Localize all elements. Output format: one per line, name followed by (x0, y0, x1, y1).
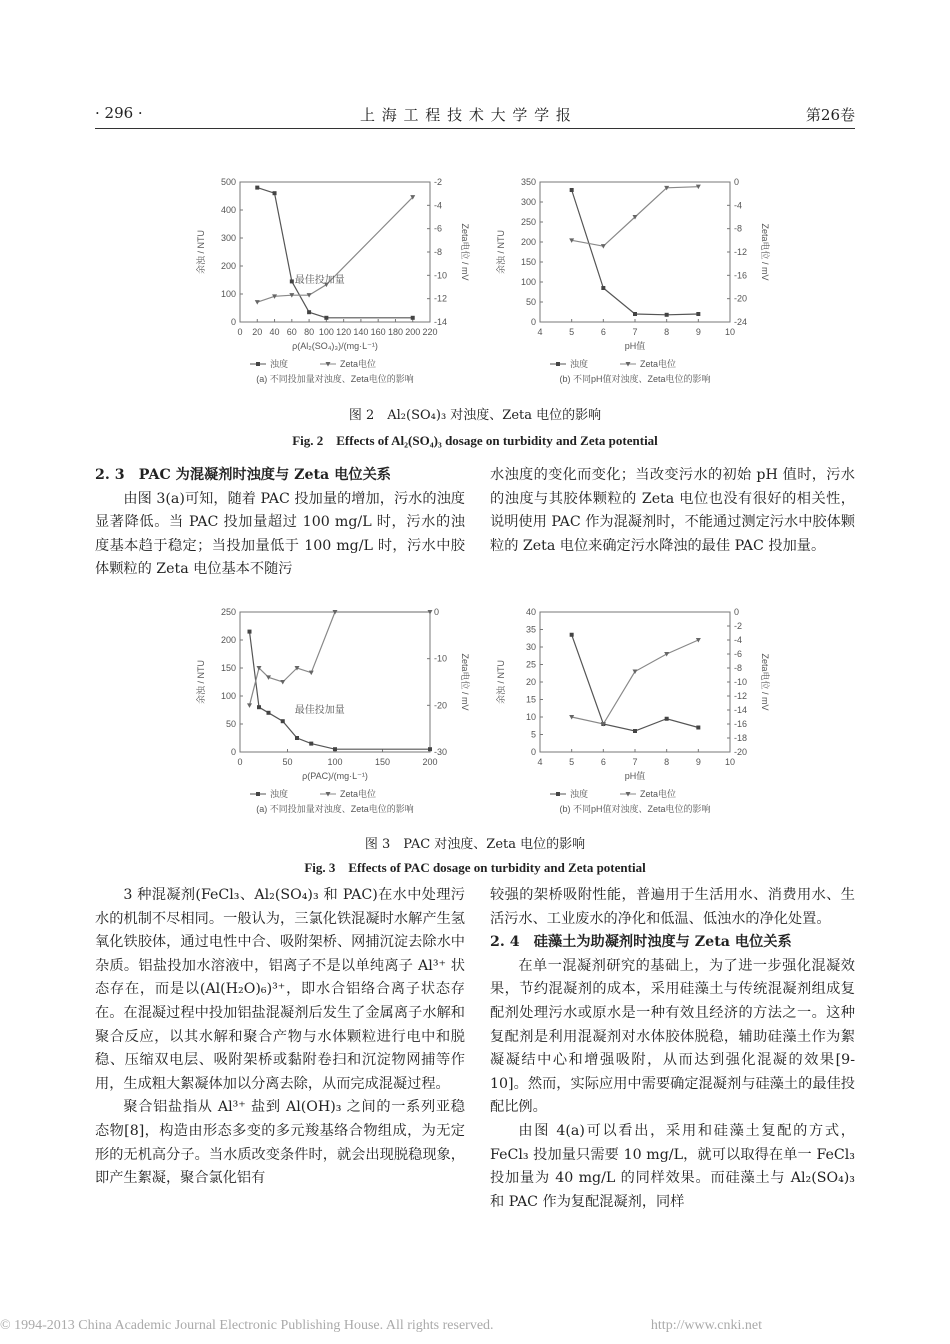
section-2-3-paragraph-cont: 水浊度的变化而变化；当改变污水的初始 pH 值时，污水的浊度与其胶体颗粒的 Zeta 电位也没有很好的相关性，说明使用 PAC 作为混凝剂时，不能通过测定污水中胶体颗粒的 Zeta 电位来确定污水降浊的最佳 PAC 投加量。 (490, 467, 855, 554)
y-tick-label: 150 (520, 257, 536, 267)
x-tick-label: 0 (237, 327, 243, 337)
paragraph-pac-cont: 较强的架桥吸附性能，普遍用于生活用水、消费用水、生活污水、工业废水的净化和低温、低浊水的净化处置。 (490, 887, 855, 927)
y2-tick-label: -4 (434, 200, 443, 211)
figure-3-caption-cn: 图 3 PAC 对浊度、Zeta 电位的影响 (364, 837, 586, 852)
x-tick-label: 40 (269, 327, 280, 337)
y-tick-label: 300 (520, 197, 536, 207)
legend-zeta-label: Zeta电位 (640, 789, 677, 799)
turbidity-point (411, 316, 415, 320)
y2-tick-label: -20 (734, 293, 748, 304)
y2-tick-label: 0 (734, 607, 740, 617)
y-tick-label: 0 (530, 317, 536, 327)
y2-axis-label: Zeta电位 / mV (760, 223, 770, 281)
y-axis-label: 余浊 / NTU (196, 230, 206, 274)
chart-2b (490, 170, 780, 402)
y2-tick-label: -6 (434, 223, 443, 234)
legend-turbidity-marker (256, 792, 260, 796)
y-tick-label: 200 (220, 635, 236, 645)
x-tick-label: 20 (252, 327, 263, 337)
subcaption: (b) 不同pH值对浊度、Zeta电位的影响 (559, 374, 711, 384)
figure-2a (190, 170, 480, 406)
y-tick-label: 100 (220, 289, 236, 299)
y-tick-label: 25 (525, 659, 536, 670)
x-tick-label: 80 (304, 327, 315, 337)
x-axis-label: pH值 (624, 771, 646, 781)
x-tick-label: 220 (422, 327, 438, 337)
y2-tick-label: -4 (734, 635, 743, 645)
y-tick-label: 30 (525, 642, 536, 652)
x-tick-label: 9 (695, 757, 701, 767)
y-tick-label: 350 (520, 177, 536, 187)
y2-tick-label: -4 (734, 200, 743, 211)
subcaption: (a) 不同投加量对浊度、Zeta电位的影响 (256, 804, 414, 814)
section-2-4-title: 2. 4 硅藻土为助凝剂时浊度与 Zeta 电位关系 (490, 934, 792, 951)
turbidity-point (290, 279, 294, 283)
y-tick-label: 50 (225, 719, 236, 729)
figure-2-caption-cn: 图 2 Al₂(SO₄)₃ 对浊度、Zeta 电位的影响 (348, 408, 602, 423)
x-tick-label: 150 (374, 757, 391, 767)
turbidity-point (281, 719, 285, 723)
lower-left-column (95, 884, 465, 1191)
turbidity-point (307, 310, 311, 314)
y2-tick-label: -10 (734, 677, 748, 687)
x-tick-label: 4 (537, 327, 543, 337)
paragraph-coagulant-mechanism: 3 种混凝剂(FeCl₃、Al₂(SO₄)₃ 和 PAC)在水中处理污水的机制不尽相同。一般认为，三氯化铁混凝时水解产生氢氧化铁胶体，通过电性中合、吸附架桥、网捕沉淀去除水中杂质。铝盐投加水溶液中，铝离子不是以单纯离子 Al³⁺ 状态存在，而是以(Al(H₂O)₆)³⁺，即水合铝络合离子状态存在。在混凝过程中投加铝盐混凝剂后发生了金属离子水解和聚合反应，以其水解和聚合产物与水体颗粒进行电中和脱稳、压缩双电层、吸附架桥或黏附卷扫和沉淀物网捕等作用，生成粗大絮凝体加以分离去除，从而完成混凝过程。 (95, 887, 465, 1092)
zeta-line (572, 640, 699, 724)
y2-tick-label: -10 (434, 270, 448, 281)
x-tick-label: 8 (664, 757, 670, 767)
section-2-3-right (490, 464, 855, 558)
figure-2-caption-en: Fig. 2 Effects of Al₂(SO₄)₃ dosage on turbidity and Zeta potential (292, 433, 658, 448)
chart-2a (190, 170, 480, 402)
y2-axis-label: Zeta电位 / mV (460, 653, 470, 711)
section-2-3-paragraph: 由图 3(a)可知，随着 PAC 投加量的增加，污水的浊度显著降低。当 PAC 投加量超过 100 mg/L 时，污水的浊度基本趋于稳定；当投加量低于 100 mg/L 时，污水中胶体颗粒的 Zeta 电位基本不随污 (95, 490, 465, 578)
y-axis-label: 余浊 / NTU (196, 660, 206, 704)
x-tick-label: 120 (336, 327, 352, 337)
y2-tick-label: -20 (434, 700, 448, 711)
y2-tick-label: -2 (434, 177, 443, 187)
legend-zeta-label: Zeta电位 (640, 359, 677, 369)
y-tick-label: 20 (525, 677, 536, 687)
y2-tick-label: -14 (734, 705, 748, 715)
turbidity-line (250, 632, 431, 750)
legend-turbidity-label: 浊度 (570, 789, 589, 799)
y-tick-label: 40 (525, 607, 536, 617)
y2-tick-label: -8 (734, 663, 743, 673)
turbidity-line (572, 190, 699, 315)
y2-tick-label: -6 (734, 649, 743, 659)
subcaption: (b) 不同pH值对浊度、Zeta电位的影响 (559, 804, 711, 814)
turbidity-point (601, 286, 605, 290)
y2-tick-label: -2 (734, 621, 743, 631)
y2-tick-label: -12 (434, 293, 448, 304)
figure-3-caption-en: Fig. 3 Effects of PAC dosage on turbidity and Zeta potential (304, 860, 646, 875)
paragraph-diatomite: 在单一混凝剂研究的基础上，为了进一步强化混凝效果，节约混凝剂的成本，采用硅藻土与传统混凝剂组成复配剂处理污水或原水是一种有效且经济的方法之一。这种复配剂是利用混凝剂对水体胶体脱稳，辅助硅藻土作为絮凝凝结中心和增强吸附，从而达到强化混凝的效果[9-10]。然而，实际应用中需要确定混凝剂与硅藻土的最佳投配比例。 (490, 957, 855, 1116)
turbidity-point (267, 711, 271, 715)
figure-3b (490, 600, 780, 836)
y-tick-label: 100 (520, 277, 536, 287)
x-tick-label: 10 (724, 327, 736, 337)
x-tick-label: 140 (353, 327, 369, 337)
turbidity-point (255, 186, 259, 190)
legend-turbidity-label: 浊度 (270, 789, 289, 799)
volume-label: 第26卷 (805, 106, 855, 124)
y2-tick-label: -10 (434, 653, 448, 664)
y2-tick-label: -18 (734, 733, 748, 743)
legend-zeta-label: Zeta电位 (340, 359, 377, 369)
x-axis-label: ρ(PAC)/(mg·L⁻¹) (302, 771, 368, 781)
section-2-3-left (95, 464, 465, 582)
subcaption: (a) 不同投加量对浊度、Zeta电位的影响 (256, 374, 414, 384)
y2-tick-label: -30 (434, 747, 448, 757)
x-tick-label: 100 (327, 757, 343, 767)
y-tick-label: 5 (530, 729, 536, 740)
zeta-point (280, 680, 285, 685)
x-tick-label: 8 (664, 327, 670, 337)
legend-turbidity-label: 浊度 (270, 359, 289, 369)
x-tick-label: 10 (724, 757, 736, 767)
y2-tick-label: 0 (734, 177, 740, 187)
turbidity-point (665, 313, 669, 317)
y-axis-label: 余浊 / NTU (496, 660, 506, 704)
paragraph-figure-4: 由图 4(a)可以看出，采用和硅藻土复配的方式，FeCl₃ 投加量只需要 10 mg/L，就可以取得在单一 FeCl₃ 投加量为 40 mg/L 的同样效果。而硅藻土与 Al₂(SO₄)₃ 和 PAC 作为复配混凝剂，同样 (490, 1122, 855, 1210)
y2-tick-label: -14 (434, 317, 448, 327)
turbidity-line (572, 635, 699, 731)
y-tick-label: 250 (220, 607, 236, 617)
turbidity-point (295, 736, 299, 740)
zeta-line (250, 612, 431, 705)
y-tick-label: 500 (220, 177, 236, 187)
y-tick-label: 200 (520, 237, 536, 247)
legend-zeta-label: Zeta电位 (340, 789, 377, 799)
y2-tick-label: -12 (734, 247, 748, 257)
figure-2b (490, 170, 780, 406)
turbidity-point (665, 717, 669, 721)
copyright: © 1994-2013 China Academic Journal Electronic Publishing House. All rights reserved. (0, 1318, 494, 1333)
x-tick-label: 60 (286, 327, 297, 337)
x-tick-label: 5 (569, 327, 575, 337)
turbidity-point (309, 742, 313, 746)
turbidity-point (428, 747, 432, 751)
plot-frame (540, 182, 730, 322)
turbidity-line (257, 188, 412, 318)
y2-axis-label: Zeta电位 / mV (760, 653, 770, 711)
y-tick-label: 200 (220, 261, 236, 271)
y2-tick-label: -16 (734, 270, 748, 281)
paragraph-pac: 聚合铝盐指从 Al³⁺ 盐到 Al(OH)₃ 之间的一系列亚稳态物[8]，构造由形态多变的多元羧基络合物组成，为无定形的无机高分子。当水质改变条件时，就会出现脱稳现象，即产生絮凝，聚合氯化铝有 (95, 1099, 465, 1187)
y-tick-label: 400 (220, 205, 236, 215)
turbidity-point (324, 316, 328, 320)
turbidity-point (696, 312, 700, 316)
turbidity-point (570, 633, 574, 637)
y-tick-label: 35 (525, 624, 536, 635)
zeta-point (255, 300, 260, 305)
zeta-point (309, 671, 314, 676)
x-tick-label: 6 (600, 327, 606, 337)
x-tick-label: 200 (405, 327, 421, 337)
zeta-line (257, 197, 412, 302)
turbidity-point (257, 705, 261, 709)
cnki-link[interactable]: http://www.cnki.net (650, 1318, 762, 1333)
y-tick-label: 15 (525, 694, 536, 705)
lower-right-column (490, 884, 855, 1214)
turbidity-point (273, 191, 277, 195)
section-2-3-title: 2. 3 PAC 为混凝剂时浊度与 Zeta 电位关系 (95, 467, 391, 483)
turbidity-point (570, 188, 574, 192)
plot-frame (240, 612, 430, 752)
turbidity-point (248, 630, 252, 634)
legend-turbidity-marker (556, 362, 560, 366)
turbidity-point (633, 729, 637, 733)
x-tick-label: 180 (387, 327, 403, 337)
y-tick-label: 300 (220, 233, 236, 243)
y2-tick-label: -8 (734, 223, 743, 234)
x-tick-label: 9 (695, 327, 701, 337)
x-tick-label: 100 (318, 327, 334, 337)
x-tick-label: 160 (370, 327, 386, 337)
x-tick-label: 50 (282, 757, 293, 767)
y-axis-label: 余浊 / NTU (496, 230, 506, 274)
chart-3b (490, 600, 780, 832)
x-tick-label: 5 (569, 757, 575, 767)
y-tick-label: 100 (220, 691, 236, 701)
page-header (95, 100, 855, 129)
turbidity-point (696, 726, 700, 730)
y2-tick-label: -24 (734, 317, 748, 327)
y2-tick-label: -8 (434, 247, 443, 257)
x-axis-label: ρ(Al₂(SO₄)₃)/(mg·L⁻¹) (292, 341, 378, 351)
zeta-point (664, 652, 669, 657)
y-tick-label: 50 (525, 297, 536, 307)
y-tick-label: 0 (230, 317, 236, 327)
figure-3a (190, 600, 480, 836)
x-tick-label: 200 (422, 757, 438, 767)
y2-axis-label: Zeta电位 / mV (460, 223, 470, 281)
y-tick-label: 0 (230, 747, 236, 757)
turbidity-point (633, 312, 637, 316)
turbidity-point (333, 747, 337, 751)
legend-turbidity-label: 浊度 (570, 359, 589, 369)
x-tick-label: 7 (632, 757, 638, 767)
y2-tick-label: -12 (734, 691, 748, 701)
y-tick-label: 0 (530, 747, 536, 757)
legend-turbidity-marker (556, 792, 560, 796)
best-dosage-annotation: 最佳投加量 (294, 274, 345, 286)
x-tick-label: 4 (537, 757, 543, 767)
y-tick-label: 250 (520, 217, 536, 227)
y2-tick-label: -16 (734, 719, 748, 729)
y2-tick-label: -20 (734, 747, 748, 757)
x-tick-label: 0 (237, 757, 243, 767)
y-tick-label: 10 (525, 712, 536, 722)
x-tick-label: 7 (632, 327, 638, 337)
y2-tick-label: 0 (434, 607, 440, 617)
y-tick-label: 150 (220, 663, 236, 673)
chart-3a (190, 600, 480, 832)
x-axis-label: pH值 (624, 341, 646, 351)
best-dosage-annotation: 最佳投加量 (294, 704, 345, 716)
plot-frame (240, 182, 430, 322)
x-tick-label: 6 (600, 757, 606, 767)
journal-title: 上 海 工 程 技 术 大 学 学 报 (360, 106, 572, 124)
page-number: · 296 · (95, 104, 143, 122)
legend-turbidity-marker (256, 362, 260, 366)
zeta-point (247, 703, 252, 708)
